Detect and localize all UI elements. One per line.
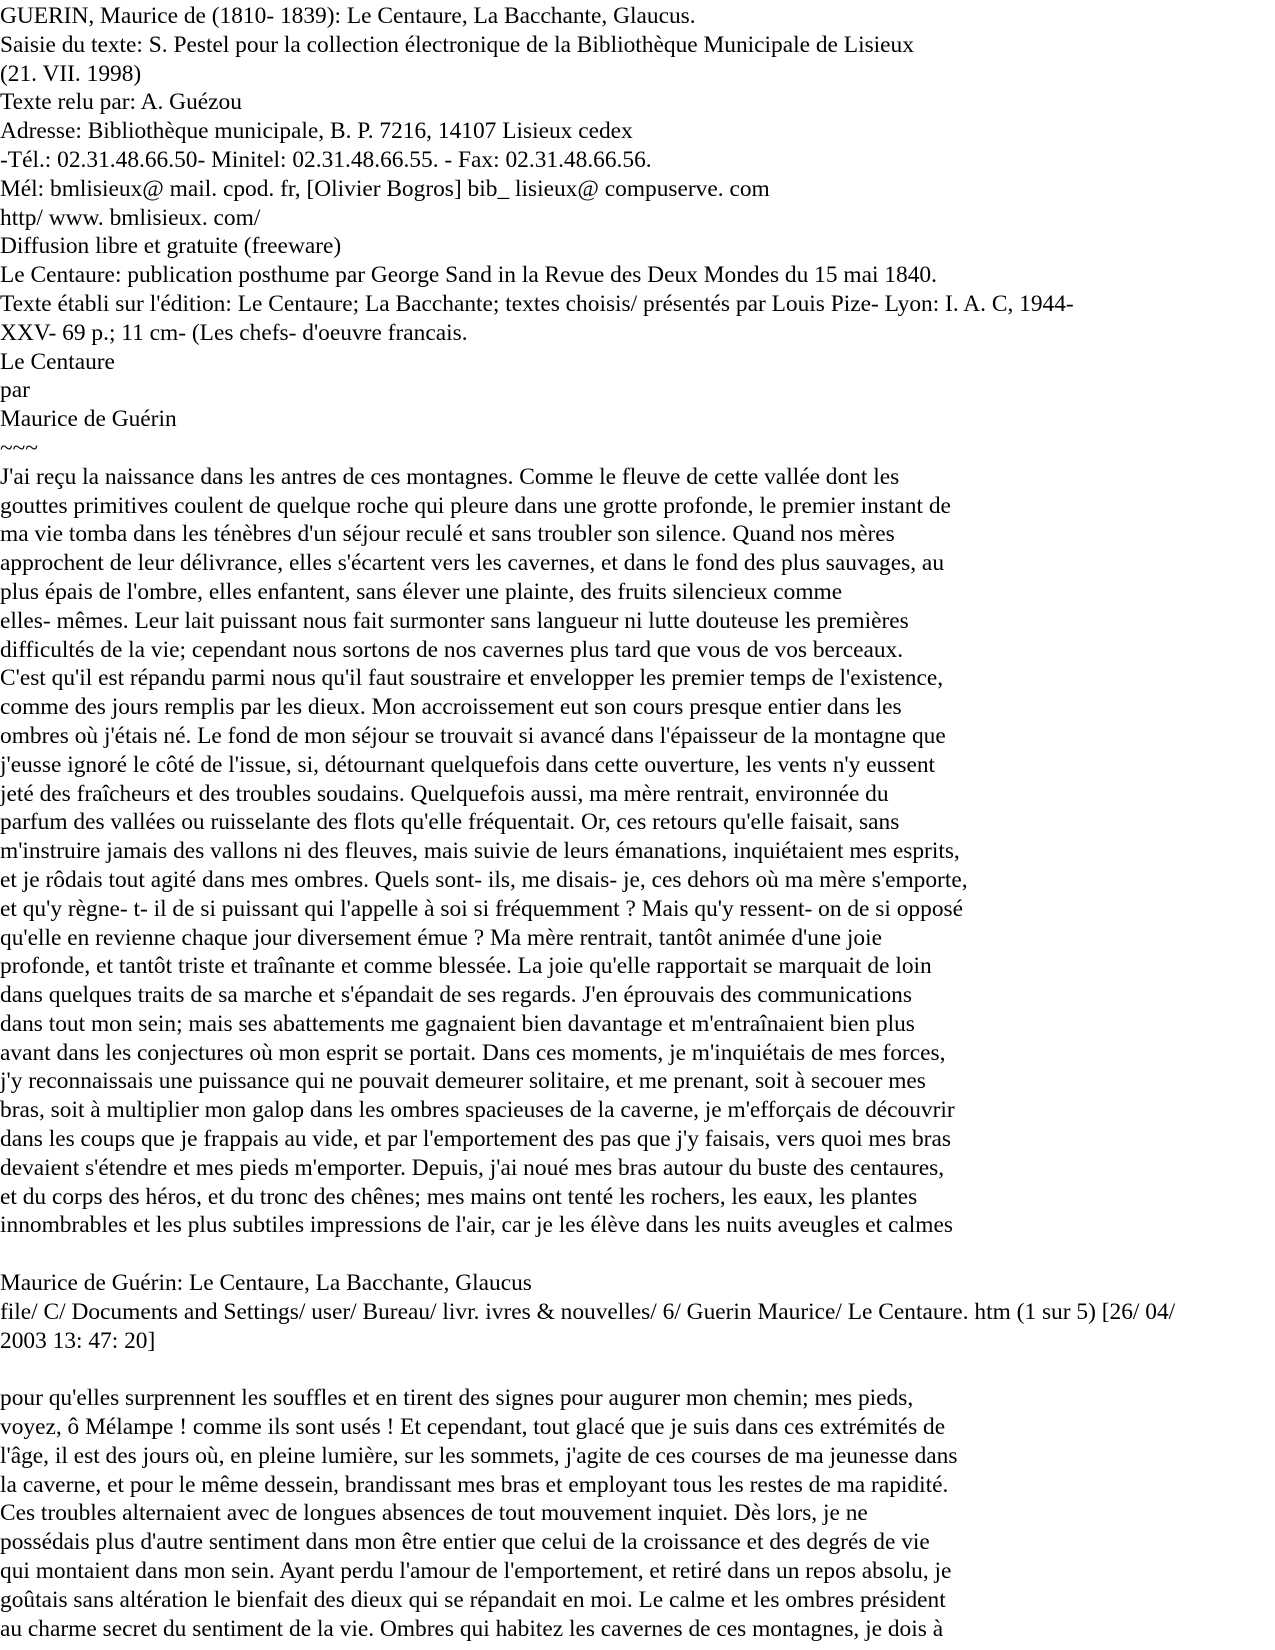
body-line: ombres où j'étais né. Le fond de mon séjour se trouvait si avancé dans l'épaisseur de la montagne que [0, 722, 946, 749]
body-line: j'eusse ignoré le côté de l'issue, si, détournant quelquefois dans cette ouverture, les vents n'y eussent [0, 751, 936, 778]
body-line: parfum des vallées ou ruisselante des flots qu'elle fréquentait. Or, ces retours qu'elle faisait, sans [0, 809, 900, 836]
body-line: jeté des fraîcheurs et des troubles soudains. Quelquefois aussi, ma mère rentrait, environnée du [0, 780, 889, 807]
body-line: et je rôdais tout agité dans mes ombres. Quels sont- ils, me disais- je, ces dehors où ma mère s'emporte, [0, 866, 968, 893]
body-line: avant dans les conjectures où mon esprit se portait. Dans ces moments, je m'inquiétais de mes forces, [0, 1039, 946, 1066]
body-line: innombrables et les plus subtiles impressions de l'air, car je les élève dans les nuits aveugles et calmes [0, 1212, 953, 1239]
header-line: Texte établi sur l'édition: Le Centaure; La Bacchante; textes choisis/ présentés par Louis Pize- Lyon: I. A. C, 1944- [0, 290, 1074, 317]
header-line: http/ www. bmlisieux. com/ [0, 204, 261, 231]
footer-line: file/ C/ Documents and Settings/ user/ Bureau/ livr. ivres & nouvelles/ 6/ Guerin Maurice/ Le Centaure. htm (1 sur 5) [26/ 04/ [0, 1298, 1176, 1325]
header-line: Texte relu par: A. Guézou [0, 89, 242, 116]
body-line: au charme secret du sentiment de la vie. Ombres qui habitez les cavernes de ces montagnes, je dois à [0, 1615, 944, 1642]
body-text-part-2 [0, 1384, 1270, 1643]
body-line: qu'elle en revienne chaque jour diversement émue ? Ma mère rentrait, tantôt animée d'une joie [0, 924, 882, 951]
body-line: comme des jours remplis par les dieux. Mon accroissement eut son cours presque entier dans les [0, 694, 902, 721]
body-line: l'âge, il est des jours où, en pleine lumière, sur les sommets, j'agite de ces courses de ma jeunesse dans [0, 1442, 958, 1469]
header-line: Diffusion libre et gratuite (freeware) [0, 233, 342, 260]
header-line: GUERIN, Maurice de (1810- 1839): Le Centaure, La Bacchante, Glaucus. [0, 3, 696, 29]
body-line: qui montaient dans mon sein. Ayant perdu l'amour de l'emportement, et retiré dans un repos absolu, je [0, 1558, 952, 1585]
body-line: difficultés de la vie; cependant nous sortons de nos cavernes plus tard que vous de vos berceaux. [0, 636, 904, 663]
blank-line [0, 1355, 1270, 1384]
body-line: approchent de leur délivrance, elles s'écartent vers les cavernes, et dans le fond des plus sauvages, au [0, 550, 945, 577]
header-line: Saisie du texte: S. Pestel pour la collection électronique de la Bibliothèque Municipale de Lisieux [0, 31, 914, 58]
body-line: ma vie tomba dans les ténèbres d'un séjour reculé et sans troubler son silence. Quand nos mères [0, 521, 895, 548]
body-line: j'y reconnaissais une puissance qui ne pouvait demeurer solitaire, et me prenant, soit à secouer mes [0, 1068, 926, 1095]
body-line: la caverne, et pour le même dessein, brandissant mes bras et employant tous les restes de ma rapidité. [0, 1471, 949, 1498]
body-line: Ces troubles alternaient avec de longues absences de tout mouvement inquiet. Dès lors, je ne [0, 1500, 868, 1527]
body-line: et du corps des héros, et du tronc des chênes; mes mains ont tenté les rochers, les eaux, les plantes [0, 1183, 918, 1210]
body-line: profonde, et tantôt triste et traînante et comme blessée. La joie qu'elle rapportait se marquait de loin [0, 953, 932, 980]
author-name: Maurice de Guérin [0, 406, 177, 433]
body-line: C'est qu'il est répandu parmi nous qu'il faut soustraire et envelopper les premier temps de l'existence, [0, 665, 944, 692]
body-line: J'ai reçu la naissance dans les antres de ces montagnes. Comme le fleuve de cette vallée dont les [0, 463, 900, 490]
body-line: voyez, ô Mélampe ! comme ils sont usés ! Et cependant, tout glacé que je suis dans ces extrémités de [0, 1414, 946, 1441]
header-line: Adresse: Bibliothèque municipale, B. P. 7216, 14107 Lisieux cedex [0, 118, 633, 145]
blank-line [0, 1240, 1270, 1269]
footer-line: 2003 13: 47: 20] [0, 1327, 156, 1354]
header-line: (21. VII. 1998) [0, 60, 142, 87]
body-text-part-1 [0, 463, 1270, 1241]
byline-par: par [0, 377, 30, 404]
body-line: gouttes primitives coulent de quelque roche qui pleure dans une grotte profonde, le premier instant de [0, 492, 951, 519]
header-line: -Tél.: 02.31.48.66.50- Minitel: 02.31.48.66.55. - Fax: 02.31.48.66.56. [0, 146, 652, 173]
body-line: devaient s'étendre et mes pieds m'emporter. Depuis, j'ai noué mes bras autour du buste des centaures, [0, 1154, 945, 1181]
body-line: dans tout mon sein; mais ses abattements me gagnaient bien davantage et m'entraînaient bien plus [0, 1010, 915, 1037]
body-line: m'instruire jamais des vallons ni des fleuves, mais suivie de leurs émanations, inquiétaient mes esprits, [0, 838, 960, 865]
document-page [0, 2, 1270, 1643]
header-line: Mél: bmlisieux@ mail. cpod. fr, [Olivier Bogros] bib_ lisieux@ compuserve. com [0, 175, 770, 202]
footer-line: Maurice de Guérin: Le Centaure, La Bacchante, Glaucus [0, 1270, 532, 1297]
body-line: plus épais de l'ombre, elles enfantent, sans élever une plainte, des fruits silencieux comme [0, 578, 843, 605]
title-block [0, 348, 1270, 463]
work-title: Le Centaure [0, 348, 115, 375]
header-line: XXV- 69 p.; 11 cm- (Les chefs- d'oeuvre francais. [0, 319, 468, 346]
section-separator: ~~~ [0, 434, 38, 461]
document-header [0, 2, 1270, 348]
body-line: elles- mêmes. Leur lait puissant nous fait surmonter sans langueur ni lutte douteuse les premières [0, 607, 909, 634]
body-line: possédais plus d'autre sentiment dans mon être entier que celui de la croissance et des degrés de vie [0, 1529, 930, 1556]
body-line: pour qu'elles surprennent les souffles et en tirent des signes pour augurer mon chemin; mes pieds, [0, 1385, 914, 1412]
body-line: bras, soit à multiplier mon galop dans les ombres spacieuses de la caverne, je m'efforçais de découvrir [0, 1097, 955, 1124]
body-line: dans les coups que je frappais au vide, et par l'emportement des pas que j'y faisais, vers quoi mes bras [0, 1126, 951, 1153]
body-line: goûtais sans altération le bienfait des dieux qui se répandait en moi. Le calme et les ombres président [0, 1586, 946, 1613]
body-line: dans quelques traits de sa marche et s'épandait de ses regards. J'en éprouvais des communications [0, 982, 912, 1009]
header-line: Le Centaure: publication posthume par George Sand in la Revue des Deux Mondes du 15 mai 1840. [0, 262, 937, 289]
body-line: et qu'y règne- t- il de si puissant qui l'appelle à soi si fréquemment ? Mais qu'y ressent- on de si opposé [0, 895, 964, 922]
page-footer [0, 1269, 1270, 1355]
